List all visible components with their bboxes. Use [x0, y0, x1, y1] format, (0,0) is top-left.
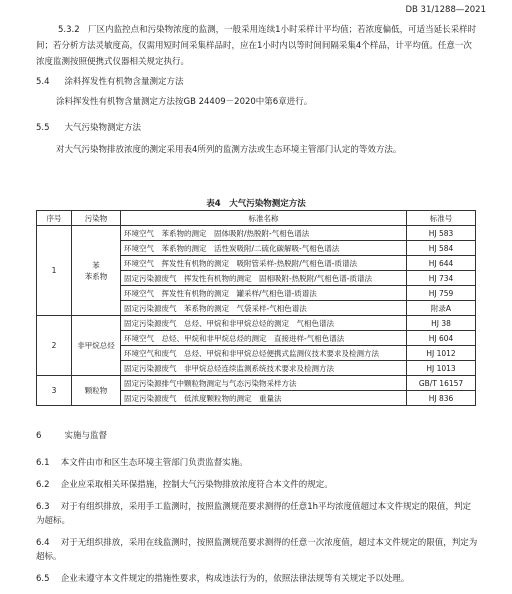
header-cell: 序号	[37, 211, 72, 226]
item-6-4	[36, 536, 478, 564]
standard-name-cell: 环境空气 苯系物的测定 活性炭吸附/二硫化碳解吸-气相色谱法	[121, 241, 407, 256]
methods-table	[36, 210, 476, 406]
standard-code-cell: HJ 734	[407, 271, 476, 286]
section-text: 厂区内监控点和污染物浓度的监测，一般采用连续1小时采样计平均值；若浓度偏低，可适当延长采样时间；若分析方法灵敏度高，仅需用短时间采集样品时，应在1小时内以等时间间隔采集4个样品，计平均值。任意一次浓度监测按照便携式仪器相关规定执行。	[36, 25, 477, 67]
standard-name-cell: 环境空气 挥发性有机物的测定 吸附管采样-热脱附/气相色谱-质谱法	[121, 256, 407, 271]
standard-code-cell: HJ 836	[407, 391, 476, 406]
section-5-4-heading	[36, 74, 184, 90]
row-number-cell: 3	[37, 376, 72, 406]
item-6-2	[36, 478, 478, 492]
header-cell: 标准名称	[121, 211, 407, 226]
table-row	[37, 376, 476, 391]
item-6-3	[36, 500, 478, 528]
item-text: 企业应采取相关环保措施，控制大气污染物排放浓度符合本文件的规定。	[60, 480, 333, 490]
item-text: 本文件由市和区生态环境主管部门负责监督实施。	[60, 458, 248, 468]
pollutant-cell: 颗粒物	[72, 376, 121, 406]
standard-code-cell: HJ 584	[407, 241, 476, 256]
item-number: 6.1	[36, 458, 50, 468]
standard-name-cell: 固定污染源废气 苯系物的测定 气袋采样-气相色谱法	[121, 301, 407, 316]
standard-name-cell: 固定污染源废气 非甲烷总烃连续监测系统技术要求及检测方法	[121, 361, 407, 376]
standard-code-cell: GB/T 16157	[407, 376, 476, 391]
table-row	[37, 226, 476, 241]
item-number: 6.4	[36, 538, 50, 548]
standard-code-cell: HJ 583	[407, 226, 476, 241]
standard-name-cell: 固定污染源废气 低浓度颗粒物的测定 重量法	[121, 391, 407, 406]
header-cell: 标准号	[407, 211, 476, 226]
standard-code-cell: HJ 38	[407, 316, 476, 331]
table-header-row	[37, 211, 476, 226]
item-text: 对于无组织排放，采用在线监测时，按照监测规范要求测得的任意一次浓度值，超过本文件规定的限值，判定为超标。	[36, 538, 478, 562]
section-5-5-heading	[36, 120, 141, 136]
item-text: 企业未遵守本文件规定的措施性要求，构成违法行为的，依照法律法规等有关规定予以处理。	[60, 574, 410, 584]
item-number: 6.5	[36, 574, 50, 584]
standard-name-cell: 环境空气 挥发性有机物的测定 罐采样/气相色谱-质谱法	[121, 286, 407, 301]
standard-number: DB 31/1288—2021	[405, 5, 486, 15]
section-number: 5.5	[36, 123, 50, 133]
standard-code-cell: HJ 644	[407, 256, 476, 271]
pollutant-cell: 苯 苯系物	[72, 226, 121, 316]
section-5-3-2	[36, 22, 478, 70]
section-number: 6	[36, 431, 42, 441]
standard-code-cell: HJ 1012	[407, 346, 476, 361]
standard-code-cell: HJ 604	[407, 331, 476, 346]
standard-name-cell: 固定污染源排气中颗粒物测定与气态污染物采样方法	[121, 376, 407, 391]
row-number-cell: 1	[37, 226, 72, 316]
table-title: 表4 大气污染物测定方法	[206, 199, 306, 209]
table-row	[37, 316, 476, 331]
section-5-5-text: 对大气污染物排放浓度的测定采用表4所列的监测方法或生态环境主管部门认定的等效方法。	[56, 145, 402, 155]
section-5-4-text: 涂料挥发性有机物含量测定方法按GB 24409－2020中第6章进行。	[56, 97, 313, 107]
header-cell: 污染物	[72, 211, 121, 226]
row-number-cell: 2	[37, 316, 72, 376]
item-6-1	[36, 456, 478, 470]
section-title: 大气污染物测定方法	[64, 123, 142, 133]
standard-name-cell: 环境空气 苯系物的测定 固体吸附/热脱附-气相色谱法	[121, 226, 407, 241]
item-number: 6.2	[36, 480, 50, 490]
section-title: 涂料挥发性有机物含量测定方法	[64, 77, 184, 87]
section-6-heading	[36, 428, 107, 444]
standard-code-cell: HJ 759	[407, 286, 476, 301]
section-title: 实施与监督	[64, 431, 108, 441]
standard-code-cell: HJ 1013	[407, 361, 476, 376]
standard-name-cell: 环境空气和废气 总烃、甲烷和非甲烷总烃便携式监测仪技术要求及检测方法	[121, 346, 407, 361]
section-number: 5.4	[36, 77, 50, 87]
item-text: 对于有组织排放，采用手工监测时，按照监测规范要求测得的任意1h平均浓度值超过本文件规定的限值，判定为超标。	[36, 502, 472, 526]
standard-name-cell: 固定污染源废气 挥发性有机物的测定 固相吸附-热脱附/气相色谱-质谱法	[121, 271, 407, 286]
section-number: 5.3.2	[58, 25, 80, 35]
item-6-5	[36, 572, 478, 586]
item-number: 6.3	[36, 502, 50, 512]
standard-name-cell: 固定污染源废气 总烃、甲烷和非甲烷总烃的测定 气相色谱法	[121, 316, 407, 331]
pollutant-cell: 非甲烷总烃	[72, 316, 121, 376]
standard-name-cell: 环境空气 总烃、甲烷和非甲烷总烃的测定 直接进样-气相色谱法	[121, 331, 407, 346]
standard-code-cell: 附录A	[407, 301, 476, 316]
